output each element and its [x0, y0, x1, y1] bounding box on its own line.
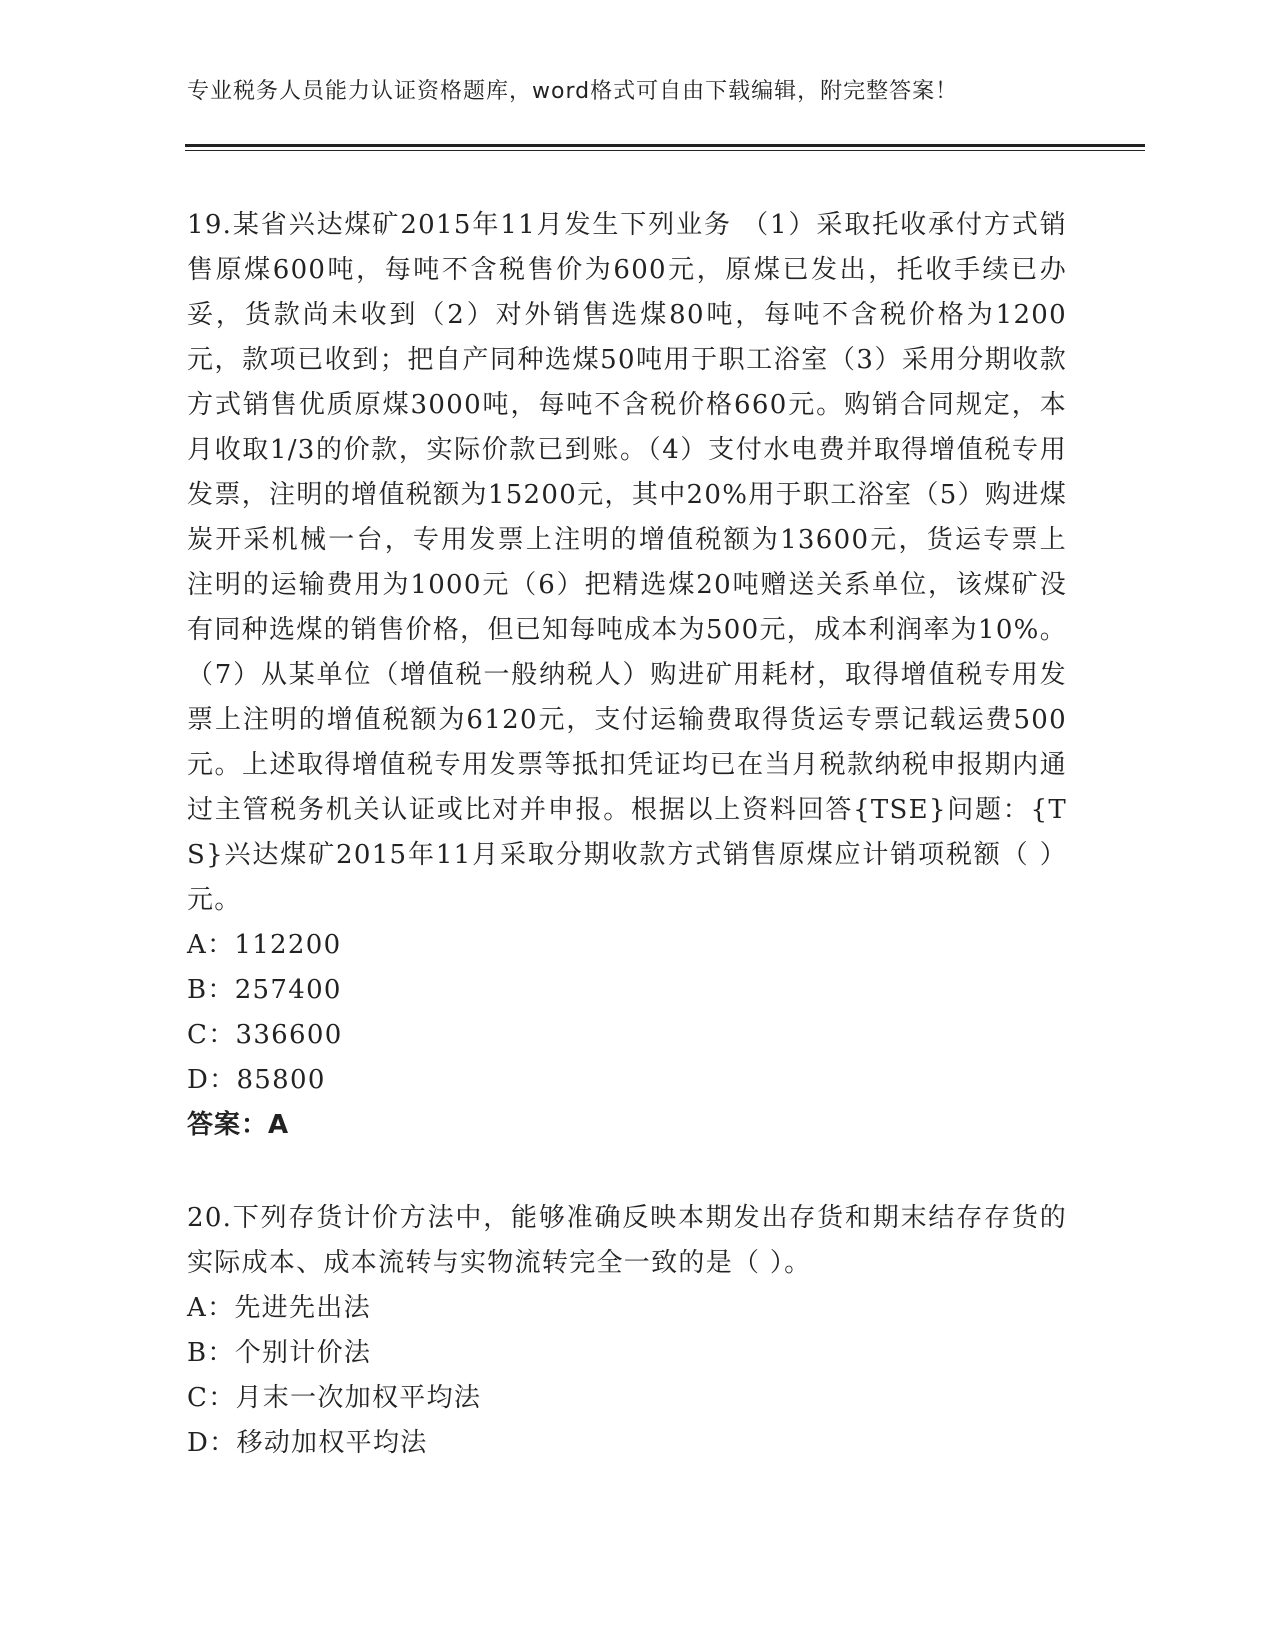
option-d: D：移动加权平均法	[187, 1428, 428, 1458]
option-b: B：257400	[187, 975, 342, 1005]
question-text: 20.下列存货计价方法中，能够准确反映本期发出存货和期末结存存货的实际成本、成本流转与实物流转完全一致的是（ ）。	[187, 1203, 1067, 1278]
option-c: C：月末一次加权平均法	[187, 1383, 482, 1413]
option-d: D：85800	[187, 1065, 326, 1095]
question-19	[187, 203, 1067, 1148]
option-list	[187, 923, 1067, 1103]
option-list	[187, 1286, 1067, 1466]
page-header: 专业税务人员能力认证资格题库，word格式可自由下载编辑，附完整答案！	[187, 79, 959, 104]
option-b: B：个别计价法	[187, 1338, 372, 1368]
answer-label: 答案：A	[187, 1110, 290, 1140]
option-a: A：112200	[187, 930, 342, 960]
question-20	[187, 1196, 1067, 1466]
option-c: C：336600	[187, 1020, 343, 1050]
question-text: 19.某省兴达煤矿2015年11月发生下列业务 （1）采取托收承付方式销售原煤600吨，每吨不含税售价为600元，原煤已发出，托收手续已办妥，货款尚未收到（2）对外销售选煤80吨，每吨不含税价格为1200元，款项已收到；把自产同种选煤50吨用于职工浴室（3）采用分期收款方式销售优质原煤3000吨，每吨不含税价格660元。购销合同规定，本月收取1/3的价款，实际价款已到账。（4）支付水电费并取得增值税专用发票，注明的增值税额为15200元，其中20%用于职工浴室（5）购进煤炭开采机械一台，专用发票上注明的增值税额为13600元，货运专票上注明的运输费用为1000元（6）把精选煤20吨赠送关系单位，该煤矿没有同种选煤的销售价格，但已知每吨成本为500元，成本利润率为10%。（7）从某单位（增值税一般纳税人）购进矿用耗材，取得增值税专用发票上注明的增值税额为6120元，支付运输费取得货运专票记载运费500元。上述取得增值税专用发票等抵扣凭证均已在当月税款纳税申报期内通过主管税务机关认证或比对并申报。根据以上资料回答{TSE}问题：{TS}兴达煤矿2015年11月采取分期收款方式销售原煤应计销项税额（ ）元。	[187, 210, 1067, 915]
header-divider-thin	[185, 150, 1145, 151]
header-divider-thick	[185, 144, 1145, 147]
option-a: A：先进先出法	[187, 1293, 371, 1323]
